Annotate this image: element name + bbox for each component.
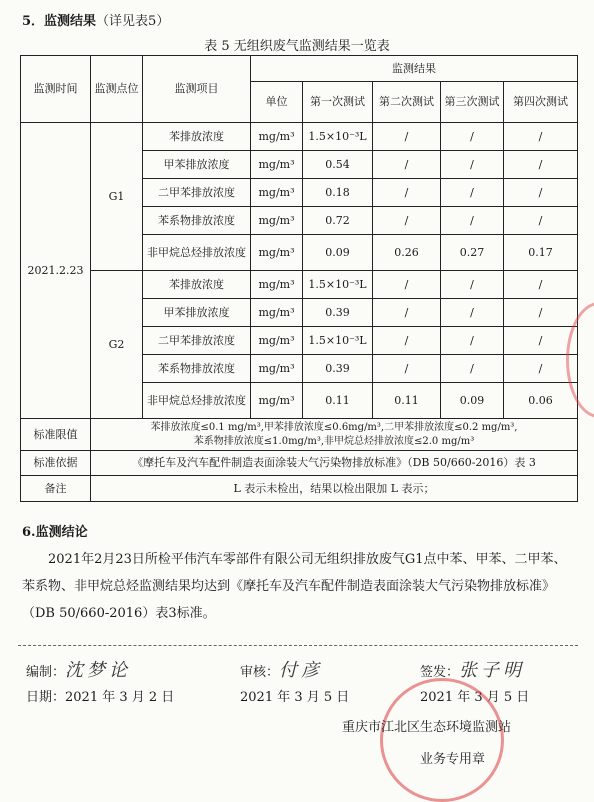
remark-text: L 表示未检出，结果以检出限加 L 表示；: [91, 476, 578, 502]
header-item: 监测项目: [143, 56, 251, 123]
value-cell: 0.26: [373, 235, 441, 271]
section-5-title: 5．监测结果: [22, 14, 97, 29]
official-seal: [380, 678, 504, 802]
value-cell: /: [373, 179, 441, 207]
value-cell: /: [504, 299, 578, 327]
limits-line-2: 苯系物排放浓度≤1.0mg/m³,非甲烷总烃排放浓度≤2.0 mg/m³: [193, 435, 475, 447]
table-caption: 表 5 无组织废气监测结果一览表: [204, 39, 390, 54]
header-test-1: 第一次测试: [303, 82, 373, 123]
remark-label: 备注: [21, 476, 91, 502]
value-cell: /: [504, 355, 578, 383]
section-5-note: （详见表5）: [96, 14, 170, 29]
value-cell: 0.27: [441, 235, 504, 271]
value-cell: /: [441, 271, 504, 299]
value-cell: /: [373, 327, 441, 355]
value-cell: /: [373, 151, 441, 179]
item-cell: 甲苯排放浓度: [143, 299, 251, 327]
basis-row: [21, 451, 578, 476]
value-cell: /: [373, 299, 441, 327]
date-1: 2021 年 3 月 2 日: [65, 690, 175, 705]
divider: [18, 645, 578, 646]
item-cell: 苯排放浓度: [143, 123, 251, 151]
unit-cell: mg/m³: [251, 299, 303, 327]
value-cell: /: [504, 207, 578, 235]
compiler-block: [26, 656, 131, 682]
basis-text: 《摩托车及汽车配件制造表面涂装大气污染物排放标准》（DB 50/660-2016）表 3: [91, 451, 578, 476]
item-cell: 非甲烷总烃排放浓度: [143, 235, 251, 271]
item-cell: 苯排放浓度: [143, 271, 251, 299]
issuer-signature: 张子明: [459, 660, 526, 681]
monitoring-results-table: [20, 55, 578, 502]
value-cell: 0.72: [303, 207, 373, 235]
section-6-title: 6.监测结论: [22, 525, 88, 540]
seal-label: 业务专用章: [420, 752, 486, 767]
value-cell: 0.11: [373, 383, 441, 419]
unit-cell: mg/m³: [251, 207, 303, 235]
item-cell: 苯系物排放浓度: [143, 207, 251, 235]
unit-cell: mg/m³: [251, 123, 303, 151]
item-cell: 二甲苯排放浓度: [143, 179, 251, 207]
value-cell: /: [373, 123, 441, 151]
unit-cell: mg/m³: [251, 383, 303, 419]
date-label: 日期：: [26, 690, 66, 705]
limits-text: [91, 419, 578, 451]
value-cell: /: [504, 151, 578, 179]
reviewer-block: [240, 656, 323, 682]
date-block-1: [26, 686, 174, 705]
basis-label: 标准依据: [21, 451, 91, 476]
value-cell: 0.09: [441, 383, 504, 419]
value-cell: 0.17: [504, 235, 578, 271]
value-cell: 1.5×10⁻³L: [303, 327, 373, 355]
value-cell: /: [504, 271, 578, 299]
limits-line-1: 苯排放浓度≤0.1 mg/m³,甲苯排放浓度≤0.6mg/m³,二甲苯排放浓度≤0.2 mg/m³,: [150, 421, 518, 433]
limits-row: [21, 419, 578, 451]
item-cell: 二甲苯排放浓度: [143, 327, 251, 355]
reviewer-signature: 付彦: [279, 660, 324, 681]
header-point: 监测点位: [91, 56, 143, 123]
value-cell: 1.5×10⁻³L: [303, 123, 373, 151]
value-cell: 0.11: [303, 383, 373, 419]
value-cell: 0.06: [504, 383, 578, 419]
organization-name: 重庆市江北区生态环境监测站: [342, 720, 512, 735]
header-unit: 单位: [251, 82, 303, 123]
point-g2: G2: [91, 271, 143, 419]
value-cell: /: [373, 207, 441, 235]
unit-cell: mg/m³: [251, 151, 303, 179]
value-cell: 0.18: [303, 179, 373, 207]
value-cell: 0.54: [303, 151, 373, 179]
table-row: [21, 271, 578, 299]
date-cell: 2021.2.23: [21, 123, 91, 419]
unit-cell: mg/m³: [251, 355, 303, 383]
header-results: 监测结果: [251, 56, 578, 82]
header-time: 监测时间: [21, 56, 91, 123]
reviewer-label: 审核：: [240, 665, 280, 680]
compiler-signature: 沈梦论: [65, 660, 132, 681]
item-cell: 苯系物排放浓度: [143, 355, 251, 383]
value-cell: /: [504, 327, 578, 355]
value-cell: 0.39: [303, 299, 373, 327]
value-cell: /: [441, 123, 504, 151]
issuer-label: 签发：: [420, 665, 460, 680]
limits-label: 标准限值: [21, 419, 91, 451]
value-cell: 1.5×10⁻³L: [303, 271, 373, 299]
table-row: [21, 123, 578, 151]
date-2: 2021 年 3 月 5 日: [240, 690, 350, 705]
value-cell: /: [504, 123, 578, 151]
header-test-3: 第三次测试: [441, 82, 504, 123]
value-cell: /: [441, 355, 504, 383]
unit-cell: mg/m³: [251, 235, 303, 271]
value-cell: /: [441, 207, 504, 235]
conclusion-paragraph: 2021年2月23日所检平伟汽车零部件有限公司无组织排放废气G1点中苯、甲苯、二甲苯、苯系物、非甲烷总烃监测结果均达到《摩托车及汽车配件制造表面涂装大气污染物排放标准》（DB 50/660-2016）表3标准。: [22, 552, 567, 621]
value-cell: /: [504, 179, 578, 207]
value-cell: 0.09: [303, 235, 373, 271]
section-5-heading: [22, 10, 169, 29]
header-test-2: 第二次测试: [373, 82, 441, 123]
value-cell: /: [373, 271, 441, 299]
value-cell: /: [373, 355, 441, 383]
remark-row: [21, 476, 578, 502]
item-cell: 甲苯排放浓度: [143, 151, 251, 179]
value-cell: /: [441, 179, 504, 207]
date-3: 2021 年 3 月 5 日: [420, 690, 530, 705]
value-cell: 0.39: [303, 355, 373, 383]
compiler-label: 编制：: [26, 665, 66, 680]
unit-cell: mg/m³: [251, 327, 303, 355]
value-cell: /: [441, 299, 504, 327]
item-cell: 非甲烷总烃排放浓度: [143, 383, 251, 419]
value-cell: /: [441, 151, 504, 179]
value-cell: /: [441, 327, 504, 355]
header-test-4: 第四次测试: [504, 82, 578, 123]
unit-cell: mg/m³: [251, 179, 303, 207]
point-g1: G1: [91, 123, 143, 271]
unit-cell: mg/m³: [251, 271, 303, 299]
